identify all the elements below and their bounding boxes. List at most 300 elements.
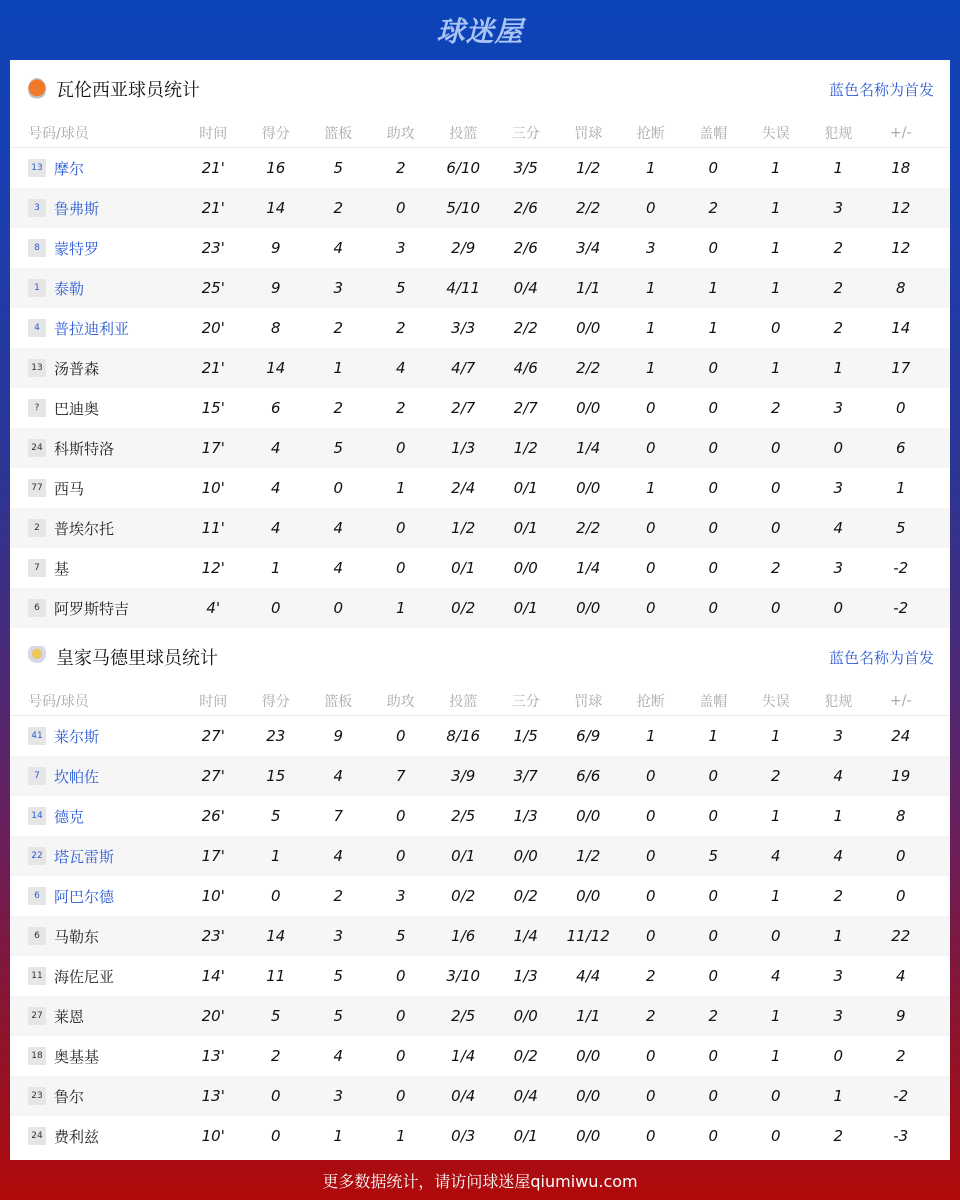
stat-cell: 11/12 (566, 927, 610, 945)
stat-cell: 0/2 (513, 1047, 538, 1065)
player-cell[interactable] (10, 318, 182, 339)
stat-cell: 2 (333, 319, 344, 337)
player-name[interactable]: 泰勒 (54, 279, 85, 298)
stat-cell: 14' (201, 967, 225, 985)
stat-cell: 5 (270, 807, 281, 825)
stat-cell: 0 (895, 887, 906, 905)
stat-cell: 0 (645, 599, 656, 617)
stat-cell: 0/4 (513, 279, 538, 297)
footer-text[interactable]: 更多数据统计，请访问球迷屋qiumiwu.com (322, 1171, 638, 1191)
stat-cell: 24 (891, 727, 911, 745)
player-cell[interactable] (10, 438, 182, 459)
stat-cell: 3 (833, 479, 844, 497)
stat-cell: 23' (201, 239, 225, 257)
stat-cell: 1 (395, 479, 406, 497)
stat-cell: 1/4 (451, 1047, 476, 1065)
player-cell[interactable] (10, 926, 182, 947)
stat-cell: 2/6 (513, 199, 538, 217)
stat-cell: 2 (770, 559, 781, 577)
stat-cell: 1/5 (513, 727, 538, 745)
stat-cell: 4 (270, 479, 281, 497)
stat-cell: 0 (708, 159, 719, 177)
stat-cell: 0 (645, 519, 656, 537)
stat-cell: 0 (645, 1047, 656, 1065)
player-name[interactable]: 马勒东 (54, 927, 100, 946)
stat-cell: 4 (270, 439, 281, 457)
stat-cell: 4 (833, 767, 844, 785)
starter-legend: 蓝色名称为首发 (828, 80, 934, 99)
stat-cell: 3 (645, 239, 656, 257)
column-header: 投篮 (449, 693, 478, 710)
player-row[interactable] (10, 468, 950, 508)
stat-cell: 0 (895, 847, 906, 865)
player-cell[interactable] (10, 966, 182, 987)
stat-cell: 0/1 (513, 479, 538, 497)
player-name[interactable]: 蒙特罗 (54, 239, 100, 258)
player-cell[interactable] (10, 598, 182, 619)
stat-cell: 3/4 (576, 239, 601, 257)
stat-cell: 4 (770, 847, 781, 865)
stat-cell: 4 (333, 1047, 344, 1065)
stat-cell: 0/0 (576, 399, 601, 417)
stat-cell: 2 (708, 199, 719, 217)
stat-cell: 12' (201, 559, 225, 577)
player-cell[interactable] (10, 1046, 182, 1067)
column-header: 三分 (511, 125, 540, 142)
stat-cell: 4/11 (446, 279, 481, 297)
stat-cell: 0 (645, 399, 656, 417)
stat-cell: 3 (395, 887, 406, 905)
player-row[interactable] (10, 1116, 950, 1156)
player-name[interactable]: 西马 (54, 479, 85, 498)
stat-cell: 1 (270, 559, 281, 577)
player-name[interactable]: 鲁弗斯 (54, 199, 100, 218)
stat-cell: 0 (708, 927, 719, 945)
player-cell[interactable] (10, 558, 182, 579)
stat-cell: 0/1 (513, 1127, 538, 1145)
stat-cell: 1 (770, 359, 781, 377)
jersey-number-badge: ? (28, 399, 46, 417)
stat-cell: 22 (891, 927, 911, 945)
stat-cell: 0/0 (576, 479, 601, 497)
stat-cell: 12 (891, 239, 911, 257)
stat-cell: 2 (333, 887, 344, 905)
stat-cell: 2 (833, 239, 844, 257)
stat-cell: 5 (333, 159, 344, 177)
stat-cell: 0 (895, 399, 906, 417)
stat-cell: 4/4 (576, 967, 601, 985)
stat-cell: 3/10 (446, 967, 481, 985)
player-cell[interactable] (10, 198, 182, 219)
stat-cell: 14 (266, 359, 286, 377)
top-banner (0, 0, 960, 60)
column-header: +/- (890, 124, 912, 141)
stat-cell: 19 (891, 767, 911, 785)
player-cell[interactable] (10, 278, 182, 299)
stat-cell: 6/10 (446, 159, 481, 177)
stat-cell: 0 (270, 887, 281, 905)
stat-cell: 0 (645, 887, 656, 905)
player-row[interactable] (10, 1036, 950, 1076)
stat-cell: 2/6 (513, 239, 538, 257)
stat-cell: 2/9 (451, 239, 476, 257)
stat-cell: 2/2 (576, 519, 601, 537)
stat-cell: 1/3 (451, 439, 476, 457)
stat-cell: 6 (270, 399, 281, 417)
stat-cell: 1 (395, 1127, 406, 1145)
stat-cell: 2 (333, 399, 344, 417)
stat-cell: 3 (833, 1007, 844, 1025)
player-cell[interactable] (10, 478, 182, 499)
stat-cell: 1 (833, 359, 844, 377)
player-cell[interactable] (10, 398, 182, 419)
jersey-number-badge: 13 (28, 359, 46, 377)
player-row[interactable] (10, 308, 950, 348)
stat-cell: 0/1 (451, 559, 476, 577)
player-name[interactable]: 德克 (54, 807, 85, 826)
stat-cell: 1 (708, 319, 719, 337)
column-header: 篮板 (324, 693, 353, 710)
stat-cell: 3 (833, 559, 844, 577)
stat-cell: 5 (270, 1007, 281, 1025)
jersey-number-badge: 2 (28, 519, 46, 537)
stat-cell: 17 (891, 359, 911, 377)
stat-cell: 0 (395, 1087, 406, 1105)
starter-legend: 蓝色名称为首发 (828, 648, 934, 667)
player-row[interactable] (10, 956, 950, 996)
jersey-number-badge: 22 (28, 847, 46, 865)
stat-cell: 20' (201, 319, 225, 337)
column-header: 得分 (261, 693, 290, 710)
stat-cell: 15 (266, 767, 286, 785)
stat-cell: 27' (201, 727, 225, 745)
player-name[interactable]: 海佐尼亚 (54, 967, 115, 986)
stat-cell: 1/4 (576, 439, 601, 457)
jersey-number-badge: 24 (28, 439, 46, 457)
player-row[interactable] (10, 388, 950, 428)
player-row[interactable] (10, 916, 950, 956)
stat-cell: 0 (395, 847, 406, 865)
stat-cell: 0 (708, 239, 719, 257)
stat-cell: 4 (895, 967, 906, 985)
stat-cell: 1 (270, 847, 281, 865)
column-header: 时间 (199, 125, 228, 142)
stat-cell: 3/3 (451, 319, 476, 337)
stat-cell: 4 (395, 359, 406, 377)
player-row[interactable] (10, 548, 950, 588)
stat-cell: 1 (770, 887, 781, 905)
team-title-group (28, 644, 218, 670)
player-cell[interactable] (10, 158, 182, 179)
stat-cell: 1 (770, 727, 781, 745)
stat-cell: 0 (645, 1127, 656, 1145)
stat-cell: 10' (201, 887, 225, 905)
stat-cell: 0 (333, 479, 344, 497)
stat-cell: 0 (708, 1087, 719, 1105)
stat-cell: 3 (333, 927, 344, 945)
stat-cell: 2 (395, 159, 406, 177)
stat-cell: 0 (333, 599, 344, 617)
player-name[interactable]: 阿巴尔德 (54, 887, 115, 906)
player-name[interactable]: 汤普森 (54, 359, 100, 378)
team-title-group (28, 76, 200, 102)
player-name[interactable]: 巴迪奥 (54, 399, 100, 418)
player-row[interactable] (10, 796, 950, 836)
stat-cell: 0 (833, 1047, 844, 1065)
stat-cell: 1 (833, 159, 844, 177)
stat-cell: 0 (770, 319, 781, 337)
jersey-number-badge: 24 (28, 1127, 46, 1145)
stat-cell: 5 (395, 927, 406, 945)
column-header-player: 号码/球员 (28, 125, 89, 142)
column-header: 抢断 (636, 125, 665, 142)
stat-cell: 0 (395, 727, 406, 745)
player-row[interactable] (10, 876, 950, 916)
player-row[interactable] (10, 348, 950, 388)
stat-cell: 0 (270, 1127, 281, 1145)
jersey-number-badge: 4 (28, 319, 46, 337)
stat-cell: 0/1 (451, 847, 476, 865)
stat-cell: 2/5 (451, 1007, 476, 1025)
stat-cell: 21' (201, 359, 225, 377)
stat-cell: 7 (395, 767, 406, 785)
stat-cell: 1/3 (513, 967, 538, 985)
stat-cell: 4' (206, 599, 221, 617)
stat-cell: 0 (645, 927, 656, 945)
player-name[interactable]: 普埃尔托 (54, 519, 115, 538)
player-row[interactable] (10, 508, 950, 548)
stat-cell: 3 (833, 727, 844, 745)
stat-cell: 1 (645, 279, 656, 297)
stat-cell: 0 (645, 559, 656, 577)
jersey-number-badge: 6 (28, 927, 46, 945)
stat-cell: 0 (645, 767, 656, 785)
jersey-number-badge: 77 (28, 479, 46, 497)
team-section (10, 60, 950, 628)
stat-cell: 0/0 (513, 1007, 538, 1025)
stat-cell: 0 (645, 1087, 656, 1105)
table-header (10, 118, 950, 148)
player-name[interactable]: 莱恩 (54, 1007, 85, 1026)
jersey-number-badge: 6 (28, 599, 46, 617)
team-title: 皇家马德里球员统计 (56, 648, 218, 669)
stat-cell: 2 (645, 1007, 656, 1025)
stat-cell: 2/4 (451, 479, 476, 497)
stat-cell: 4 (833, 519, 844, 537)
stat-cell: 4/6 (513, 359, 538, 377)
site-logo: 球迷屋 (436, 15, 524, 48)
player-name[interactable]: 塔瓦雷斯 (54, 847, 115, 866)
stat-cell: 2 (708, 1007, 719, 1025)
stat-cell: 0/1 (513, 599, 538, 617)
stat-cell: 0/4 (451, 1087, 476, 1105)
stat-cell: 4 (333, 559, 344, 577)
stat-cell: 0 (708, 359, 719, 377)
stat-cell: 8 (270, 319, 281, 337)
jersey-number-badge: 11 (28, 967, 46, 985)
column-header: 失误 (761, 693, 790, 710)
column-header: 罚球 (574, 125, 603, 142)
player-name[interactable]: 鲁尔 (54, 1087, 85, 1106)
player-cell[interactable] (10, 726, 182, 747)
player-name[interactable]: 基 (54, 559, 70, 578)
stat-cell: 0/0 (513, 847, 538, 865)
stat-cell: 1 (645, 479, 656, 497)
stat-cell: 14 (891, 319, 911, 337)
stat-cell: 16 (266, 159, 286, 177)
player-cell[interactable] (10, 358, 182, 379)
stat-cell: 25' (201, 279, 225, 297)
stat-cell: 0 (708, 439, 719, 457)
stat-cell: 0 (708, 599, 719, 617)
jersey-number-badge: 3 (28, 199, 46, 217)
stat-cell: 0 (708, 887, 719, 905)
jersey-number-badge: 7 (28, 559, 46, 577)
stat-cell: 0 (708, 479, 719, 497)
stat-cell: 5 (333, 439, 344, 457)
stat-cell: 1 (770, 159, 781, 177)
stat-cell: 1 (333, 1127, 344, 1145)
stat-cell: 1 (895, 479, 906, 497)
stat-cell: 0/3 (451, 1127, 476, 1145)
stat-cell: 10' (201, 1127, 225, 1145)
player-name[interactable]: 坎帕佐 (54, 767, 100, 786)
stat-cell: 5 (708, 847, 719, 865)
stat-cell: 2 (395, 319, 406, 337)
stat-cell: 3 (833, 199, 844, 217)
stat-cell: 0 (395, 1007, 406, 1025)
stat-cell: 0 (770, 927, 781, 945)
stat-cell: 0/2 (451, 599, 476, 617)
footer-banner[interactable] (0, 1160, 960, 1200)
player-name[interactable]: 费利兹 (54, 1127, 100, 1146)
stat-cell: 2 (770, 399, 781, 417)
stat-cell: 4 (333, 767, 344, 785)
player-name[interactable]: 普拉迪利亚 (54, 319, 130, 338)
player-cell[interactable] (10, 806, 182, 827)
stat-cell: -2 (893, 599, 909, 617)
stat-cell: 11 (266, 967, 286, 985)
player-row[interactable] (10, 428, 950, 468)
player-name[interactable]: 阿罗斯特吉 (54, 599, 130, 618)
player-cell[interactable] (10, 766, 182, 787)
player-cell[interactable] (10, 1126, 182, 1147)
stat-cell: 1/1 (576, 1007, 601, 1025)
stat-cell: 17' (201, 847, 225, 865)
stat-cell: 2/2 (576, 359, 601, 377)
stat-cell: 2/2 (513, 319, 538, 337)
stat-cell: 23' (201, 927, 225, 945)
stat-cell: 0 (708, 967, 719, 985)
stat-cell: 13' (201, 1087, 225, 1105)
player-row[interactable] (10, 588, 950, 628)
stat-cell: 1 (770, 199, 781, 217)
column-header: 投篮 (449, 125, 478, 142)
stat-cell: 0/0 (576, 1127, 601, 1145)
stat-cell: 4 (333, 239, 344, 257)
player-row[interactable] (10, 1076, 950, 1116)
stat-cell: 21' (201, 199, 225, 217)
jersey-number-badge: 13 (28, 159, 46, 177)
table-header (10, 686, 950, 716)
player-cell[interactable] (10, 518, 182, 539)
player-cell[interactable] (10, 886, 182, 907)
player-cell[interactable] (10, 1006, 182, 1027)
jersey-number-badge: 18 (28, 1047, 46, 1065)
stat-cell: 0 (708, 559, 719, 577)
stat-cell: 4 (833, 847, 844, 865)
jersey-number-badge: 6 (28, 887, 46, 905)
stat-cell: 2/2 (576, 199, 601, 217)
player-row[interactable] (10, 756, 950, 796)
team-header (10, 628, 950, 686)
stat-cell: 4 (333, 519, 344, 537)
player-row[interactable] (10, 836, 950, 876)
column-header: +/- (890, 692, 912, 709)
column-header: 时间 (199, 693, 228, 710)
player-row[interactable] (10, 716, 950, 756)
stat-cell: 1 (770, 807, 781, 825)
player-row[interactable] (10, 188, 950, 228)
stat-cell: 5/10 (446, 199, 481, 217)
stat-cell: 0/2 (513, 887, 538, 905)
player-name[interactable]: 奥基基 (54, 1047, 100, 1066)
player-cell[interactable] (10, 1086, 182, 1107)
column-header: 助攻 (386, 693, 415, 710)
stat-cell: 0/0 (513, 559, 538, 577)
stat-cell: 5 (895, 519, 906, 537)
stat-cell: 0 (395, 1047, 406, 1065)
stat-cell: 27' (201, 767, 225, 785)
jersey-number-badge: 41 (28, 727, 46, 745)
player-name[interactable]: 莱尔斯 (54, 727, 100, 746)
stat-cell: 8 (895, 807, 906, 825)
stat-cell: 8 (895, 279, 906, 297)
stat-cell: 9 (270, 279, 281, 297)
column-header: 篮板 (324, 125, 353, 142)
stat-cell: 2 (395, 399, 406, 417)
stat-cell: 0/0 (576, 807, 601, 825)
stat-cell: 1 (833, 807, 844, 825)
player-row[interactable] (10, 268, 950, 308)
player-cell[interactable] (10, 846, 182, 867)
stat-cell: 2 (645, 967, 656, 985)
player-row[interactable] (10, 228, 950, 268)
stat-cell: 1/2 (576, 847, 601, 865)
stat-cell: 1 (770, 1007, 781, 1025)
player-row[interactable] (10, 996, 950, 1036)
player-name[interactable]: 科斯特洛 (54, 439, 115, 458)
stat-cell: 3 (395, 239, 406, 257)
stat-cell: 6/9 (576, 727, 601, 745)
player-cell[interactable] (10, 238, 182, 259)
jersey-number-badge: 27 (28, 1007, 46, 1025)
stat-cell: 0 (395, 967, 406, 985)
player-name[interactable]: 摩尔 (54, 159, 85, 178)
stat-cell: 1 (333, 359, 344, 377)
player-row[interactable] (10, 148, 950, 188)
stat-cell: 2 (833, 887, 844, 905)
jersey-number-badge: 1 (28, 279, 46, 297)
stat-cell: 1 (708, 279, 719, 297)
stat-cell: 1 (770, 1047, 781, 1065)
stat-cell: -2 (893, 1087, 909, 1105)
stat-cell: 2 (833, 279, 844, 297)
column-header: 得分 (261, 125, 290, 142)
column-header: 盖帽 (699, 693, 728, 710)
stat-cell: 0 (708, 1047, 719, 1065)
column-header: 盖帽 (699, 125, 728, 142)
